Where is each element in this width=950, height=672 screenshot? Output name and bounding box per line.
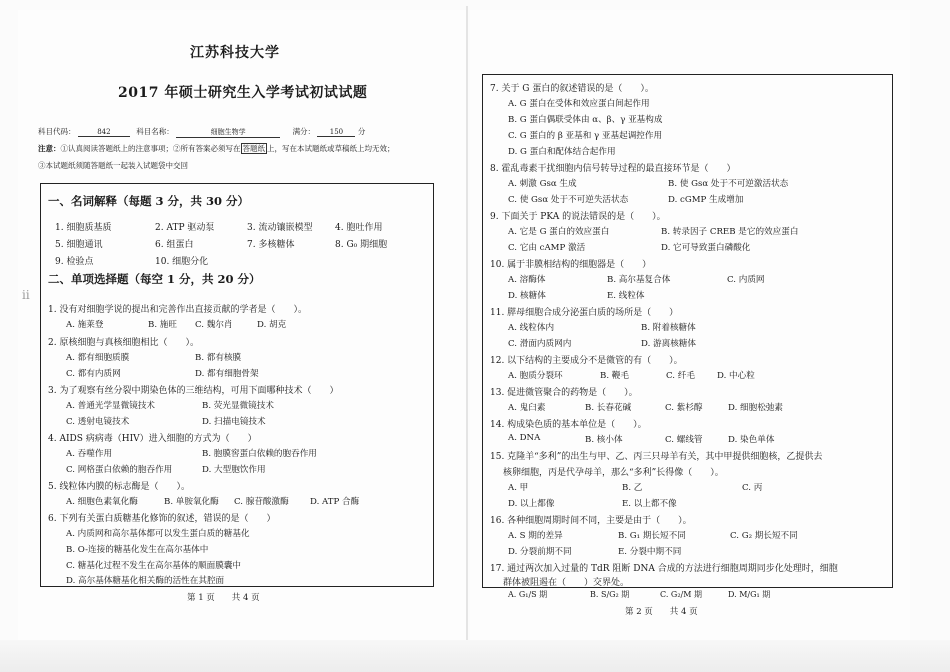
q5-option-a: A. 细胞色素氧化酶 — [66, 497, 138, 507]
q13-option-a: A. 鬼臼素 — [508, 403, 546, 413]
q8-option-d: D. cGMP 生成增加 — [668, 195, 744, 205]
q12-option-d: D. 中心粒 — [717, 371, 755, 381]
term-6: 6. 组蛋白 — [155, 240, 194, 250]
q14-option-b: B. 核小体 — [585, 435, 623, 445]
q2-option-b: B. 都有核膜 — [195, 353, 242, 363]
question-10: 10. 属于非膜相结构的细胞器是（ ） — [490, 260, 652, 270]
q17-option-a: A. G₁/S 期 — [508, 590, 548, 599]
q6-option-b: B. O-连接的糖基化发生在高尔基体中 — [66, 545, 209, 555]
q7-option-b: B. G 蛋白偶联受体由 α、β、γ 亚基构成 — [508, 115, 663, 125]
term-8: 8. G₀ 期细胞 — [335, 240, 388, 250]
name-label: 科目名称： — [136, 127, 174, 136]
q13-option-d: D. 细胞松弛素 — [728, 403, 784, 413]
university-name: 江苏科技大学 — [190, 45, 280, 61]
q11-option-c: C. 滑面内质网内 — [508, 339, 572, 349]
question-17-cont: 群体被阻遏在（ ）交界处。 — [503, 578, 630, 588]
q2-option-c: C. 都有内质网 — [66, 369, 121, 379]
q16-option-b: B. G₁ 期长短不同 — [618, 531, 686, 541]
question-5: 5. 线粒体内膜的标志酶是（ ）。 — [48, 482, 190, 492]
question-15-cont: 核卵细胞，丙是代孕母羊，那么“多利”长得像（ ）。 — [503, 468, 724, 478]
q5-option-c: C. 腺苷酸激酶 — [234, 497, 289, 507]
q11-option-a: A. 线粒体内 — [508, 323, 555, 333]
q10-option-e: E. 线粒体 — [607, 291, 645, 301]
q16-option-c: C. G₂ 期长短不同 — [730, 531, 798, 541]
question-4: 4. AIDS 病病毒（HIV）进入细胞的方式为（ ） — [48, 434, 257, 444]
score-value: 150 — [317, 128, 355, 137]
q3-option-a: A. 普通光学显微镜技术 — [66, 401, 156, 411]
term-4: 4. 胞吐作用 — [335, 223, 383, 233]
q15-option-b: B. 乙 — [622, 483, 643, 493]
q13-option-b: B. 长春花碱 — [585, 403, 632, 413]
q9-option-a: A. 它是 G 蛋白的效应蛋白 — [508, 227, 610, 237]
section-2-heading: 二、单项选择题（每空 1 分，共 20 分） — [48, 272, 261, 286]
q1-option-a: A. 施莱登 — [66, 320, 104, 330]
q2-option-a: A. 都有细胞质膜 — [66, 353, 130, 363]
question-8: 8. 霍乱毒素干扰细胞内信号转导过程的最直接环节是（ ） — [490, 164, 736, 174]
term-10: 10. 细胞分化 — [155, 257, 209, 267]
question-9: 9. 下面关于 PKA 的说法错误的是（ ）。 — [490, 212, 666, 222]
q12-option-a: A. 胞质分裂环 — [508, 371, 563, 381]
question-17: 17. 通过两次加入过量的 TdR 阻断 DNA 合成的方法进行细胞周期同步化处理时，细胞 — [490, 564, 838, 574]
q16-option-a: A. S 期的差异 — [508, 531, 563, 541]
question-15: 15. 克隆羊“多利”的出生与甲、乙、丙三只母羊有关，其中甲提供细胞核，乙提供去 — [490, 452, 823, 462]
question-7: 7. 关于 G 蛋白的叙述错误的是（ ）。 — [490, 84, 654, 94]
question-2: 2. 原核细胞与真核细胞相比（ ）。 — [48, 338, 199, 348]
question-16: 16. 各种细胞周期时间不同，主要是由于（ ）。 — [490, 516, 692, 526]
term-5: 5. 细胞通讯 — [55, 240, 103, 250]
score-unit: 分 — [357, 127, 366, 136]
question-3: 3. 为了观察有丝分裂中期染色体的三维结构，可用下面哪种技术（ ） — [48, 386, 339, 396]
q17-option-b: B. S/G₂ 期 — [590, 590, 630, 599]
subject-info-line — [38, 126, 365, 138]
term-2: 2. ATP 驱动泵 — [155, 223, 215, 233]
term-3: 3. 流动镶嵌模型 — [247, 223, 313, 233]
q8-option-a: A. 刺激 Gsα 生成 — [508, 179, 577, 189]
term-7: 7. 多核糖体 — [247, 240, 295, 250]
q10-option-c: C. 内质网 — [727, 275, 765, 285]
q4-option-c: C. 网格蛋白依赖的胞吞作用 — [66, 465, 173, 475]
q7-option-a: A. G 蛋白在受体和效应蛋白间起作用 — [508, 99, 650, 109]
q17-option-d: D. M/G₁ 期 — [728, 590, 771, 599]
question-13: 13. 促进微管聚合的药物是（ ）。 — [490, 388, 638, 398]
q5-option-b: B. 单胺氧化酶 — [164, 497, 219, 507]
notice-line-2: ③本试题纸须随答题纸一起装入试题袋中交回 — [38, 161, 188, 170]
q2-option-d: D. 都有细胞骨架 — [195, 369, 259, 379]
scan-mark: ⅱ — [22, 288, 30, 302]
name-value: 细胞生物学 — [176, 127, 280, 138]
notice-label: 注意： — [38, 144, 61, 153]
exam-title: 2017 年硕士研究生入学考试初试试题 — [118, 85, 368, 101]
q16-option-e: E. 分裂中期不同 — [618, 547, 682, 557]
q8-option-b: B. 使 Gsα 处于不可逆激活状态 — [668, 179, 789, 189]
q15-option-a: A. 甲 — [508, 483, 529, 493]
q1-option-c: C. 魏尔肖 — [195, 320, 233, 330]
code-label: 科目代码： — [38, 127, 76, 136]
q14-option-d: D. 染色单体 — [728, 435, 775, 445]
q3-option-d: D. 扫描电镜技术 — [202, 417, 266, 427]
q9-option-c: C. 它由 cAMP 激活 — [508, 243, 586, 253]
q15-option-d: D. 以上都像 — [508, 499, 555, 509]
q3-option-b: B. 荧光显微镜技术 — [202, 401, 274, 411]
code-value: 842 — [78, 128, 130, 137]
page-1-footer: 第 1 页 共 4 页 — [187, 593, 260, 603]
q15-option-c: C. 丙 — [742, 483, 763, 493]
q1-option-d: D. 胡克 — [257, 320, 287, 330]
q13-option-c: C. 紫杉醇 — [665, 403, 703, 413]
q10-option-a: A. 溶酶体 — [508, 275, 546, 285]
notice-text-b: 上，写在本试题纸或草稿纸上均无效； — [267, 144, 395, 153]
q8-option-c: C. 使 Gsα 处于不可逆失活状态 — [508, 195, 629, 205]
q14-option-c: C. 螺线管 — [665, 435, 703, 445]
q7-option-c: C. G 蛋白的 β 亚基和 γ 亚基起调控作用 — [508, 131, 663, 141]
q12-option-b: B. 鞭毛 — [600, 371, 629, 381]
q11-option-b: B. 附着核糖体 — [641, 323, 696, 333]
question-12: 12. 以下结构的主要成分不是微管的有（ ）。 — [490, 356, 683, 366]
term-1: 1. 细胞质基质 — [55, 223, 112, 233]
q3-option-c: C. 透射电镜技术 — [66, 417, 130, 427]
question-14: 14. 构成染色质的基本单位是（ ）。 — [490, 420, 647, 430]
term-9: 9. 检验点 — [55, 257, 94, 267]
q15-option-e: E. 以上都不像 — [622, 499, 677, 509]
q5-option-d: D. ATP 合酶 — [310, 497, 360, 507]
question-11: 11. 膵母细胞合成分泌蛋白质的场所是（ ） — [490, 308, 679, 318]
q4-option-d: D. 大型胞饮作用 — [202, 465, 266, 475]
q1-option-b: B. 施旺 — [148, 320, 177, 330]
page-2-footer: 第 2 页 共 4 页 — [625, 607, 698, 617]
page-fold — [466, 6, 468, 661]
question-1: 1. 没有对细胞学说的提出和完善作出直接贡献的学者是（ ）。 — [48, 305, 307, 315]
q4-option-b: B. 胞膜窖蛋白依赖的胞吞作用 — [202, 449, 317, 459]
q10-option-b: B. 高尔基复合体 — [607, 275, 671, 285]
q11-option-d: D. 游离核糖体 — [641, 339, 697, 349]
notice-boxed-word: 答题纸 — [242, 144, 265, 153]
q6-option-c: C. 糖基化过程不发生在高尔基体的顺面膜囊中 — [66, 561, 242, 571]
notice-line-1 — [38, 143, 395, 154]
section-1-heading: 一、名词解释（每题 3 分，共 30 分） — [48, 194, 250, 208]
q7-option-d: D. G 蛋白和配体结合起作用 — [508, 147, 616, 157]
score-label: 满分： — [292, 127, 316, 136]
scan-bottom-edge — [0, 640, 950, 672]
q9-option-d: D. 它可导致蛋白磷酸化 — [661, 243, 751, 253]
notice-text-a: ①认真阅读答题纸上的注意事项；②所有答案必须写在 — [60, 144, 241, 153]
q10-option-d: D. 核糖体 — [508, 291, 546, 301]
question-6: 6. 下列有关蛋白质糖基化修饰的叙述，错误的是（ ） — [48, 514, 276, 524]
q9-option-b: B. 转录因子 CREB 是它的效应蛋白 — [661, 227, 799, 237]
q14-option-a: A. DNA — [508, 433, 541, 443]
q12-option-c: C. 纤毛 — [666, 371, 695, 381]
q16-option-d: D. 分裂前期不同 — [508, 547, 572, 557]
q17-option-c: C. G₂/M 期 — [660, 590, 702, 599]
q6-option-d: D. 高尔基体糖基化相关酶的活性在其腔面 — [66, 576, 225, 586]
q4-option-a: A. 吞噬作用 — [66, 449, 113, 459]
q6-option-a: A. 内质网和高尔基体都可以发生蛋白质的糖基化 — [66, 529, 250, 539]
